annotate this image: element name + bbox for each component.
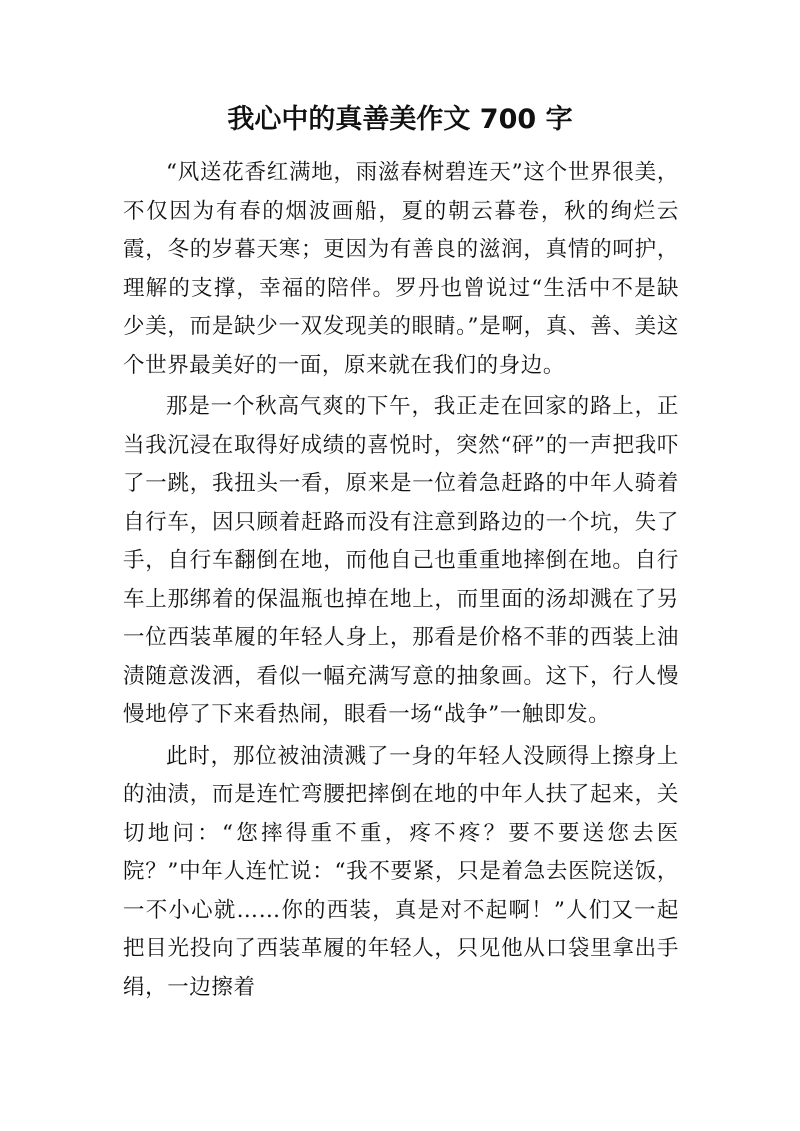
essay-title: 我心中的真善美作文 700 字: [227, 104, 573, 135]
essay-body: [123, 154, 679, 1007]
paragraph-1: “风送花香红满地，雨滋春树碧连天”这个世界很美，不仅因为有春的烟波画船，夏的朝云暮卷，秋的绚烂云霞，冬的岁暮天寒；更因为有善良的滋润，真情的呵护，理解的支撑，幸福的陪伴。罗丹也曾说过“生活中不是缺少美，而是缺少一双发现美的眼睛。”是啊，真、善、美这个世界最美好的一面，原来就在我们的身边。: [123, 160, 679, 378]
paragraph-3: 此时，那位被油渍溅了一身的年轻人没顾得上擦身上的油渍，而是连忙弯腰把摔倒在地的中年人扶了起来，关切地问：“您摔得重不重，疼不疼？要不要送您去医院？”中年人连忙说：“我不要紧，只是着急去医院送饭，一不小心就……你的西装，真是对不起啊！”人们又一起把目光投向了西装革履的年轻人，只见他从口袋里拿出手绢，一边擦着: [123, 743, 679, 1000]
paragraph-2: 那是一个秋高气爽的下午，我正走在回家的路上，正当我沉浸在取得好成绩的喜悦时，突然“砰”的一声把我吓了一跳，我扭头一看，原来是一位着急赶路的中年人骑着自行车，因只顾着赶路而没有注意到路边的一个坑，失了手，自行车翻倒在地，而他自己也重重地摔倒在地。自行车上那绑着的保温瓶也掉在地上，而里面的汤却溅在了另一位西装革履的年轻人身上，那看是价格不菲的西装上油渍随意泼洒，看似一幅充满写意的抽象画。这下，行人慢慢地停了下来看热闹，眼看一场“战争”一触即发。: [123, 394, 679, 727]
